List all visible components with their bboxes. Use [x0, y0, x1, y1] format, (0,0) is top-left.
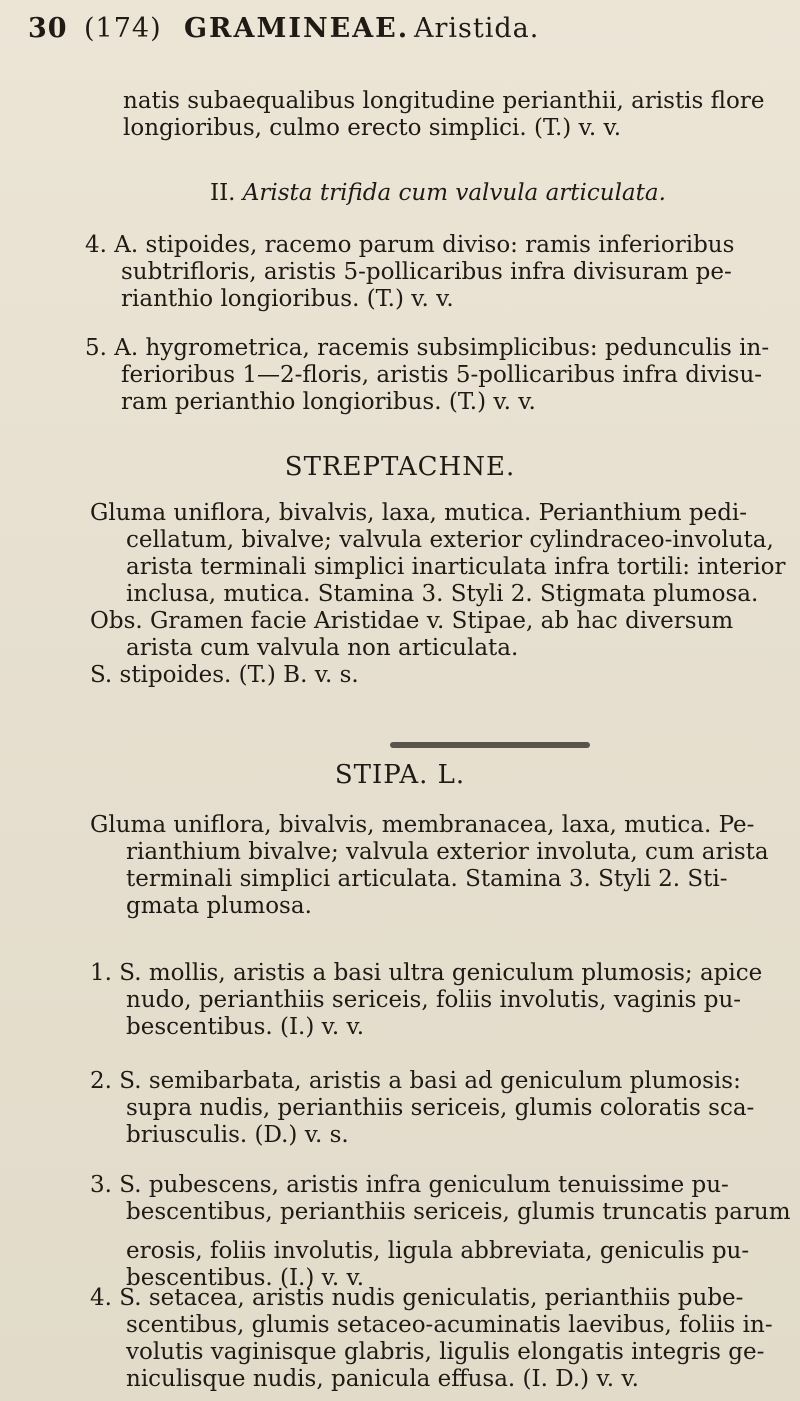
text-line: ferioribus 1—2-floris, aristis 5-pollicaribus infra divisu- — [121, 362, 763, 388]
text-line: 4. A. stipoides, racemo parum diviso: ramis inferioribus — [85, 232, 735, 258]
text-line: S. stipoides. (T.) B. v. s. — [90, 662, 359, 688]
text-line: Gluma uniflora, bivalvis, membranacea, laxa, mutica. Pe- — [90, 812, 755, 838]
page-number: 30 — [28, 12, 68, 44]
text-line: nudo, perianthiis sericeis, foliis involutis, vaginis pu- — [126, 987, 742, 1013]
stipa-species-4 — [90, 1285, 773, 1393]
species-entry-5 — [85, 335, 769, 416]
stipa-species-1 — [90, 960, 762, 1041]
species-entry-4 — [85, 232, 734, 313]
text-line: subtrifloris, aristis 5-pollicaribus infra divisuram pe- — [121, 259, 732, 285]
text-line: rianthio longioribus. (T.) v. v. — [121, 286, 454, 312]
text-line: terminali simplici articulata. Stamina 3. Styli 2. Sti- — [126, 866, 728, 892]
stipa-species-2 — [90, 1068, 754, 1149]
text-line: gmata plumosa. — [126, 893, 312, 919]
text-line: ram perianthio longioribus. (T.) v. v. — [121, 389, 536, 415]
genus-heading-stipa: STIPA. L. — [334, 760, 466, 790]
text-line: supra nudis, perianthiis sericeis, glumis coloratis sca- — [126, 1095, 755, 1121]
text-line: briusculis. (D.) v. s. — [126, 1122, 349, 1148]
text-line: rianthium bivalve; valvula exterior involuta, cum arista — [126, 839, 769, 865]
streptachne-description — [90, 500, 786, 689]
genus-name: Aristida. — [414, 12, 540, 44]
text-line: erosis, foliis involutis, ligula abbreviata, geniculis pu- — [126, 1238, 750, 1264]
text-line: bescentibus, perianthiis sericeis, glumis truncatis parum — [126, 1199, 791, 1225]
text-line: arista cum valvula non articulata. — [126, 635, 519, 661]
text-line: volutis vaginisque glabris, ligulis elongatis integris ge- — [126, 1339, 765, 1365]
ink-stain — [390, 742, 590, 748]
text-line: bescentibus. (I.) v. v. — [126, 1014, 365, 1040]
stipa-species-3-continued — [126, 1238, 749, 1292]
stipa-species-3 — [90, 1172, 791, 1226]
section-numeral: II. — [210, 180, 236, 206]
section-title: Arista trifida cum valvula articulata. — [242, 180, 666, 206]
text-line: 1. S. mollis, aristis a basi ultra geniculum plumosis; apice — [90, 960, 763, 986]
running-header — [28, 8, 768, 48]
text-line: cellatum, bivalve; valvula exterior cylindraceo-involuta, — [126, 527, 774, 553]
text-line: Obs. Gramen facie Aristidae v. Stipae, ab hac diversum — [90, 608, 734, 634]
text-line: Gluma uniflora, bivalvis, laxa, mutica. Perianthium pedi- — [90, 500, 748, 526]
text-line: 3. S. pubescens, aristis infra geniculum tenuissime pu- — [90, 1172, 729, 1198]
intro-paragraph — [123, 88, 764, 142]
genus-heading-streptachne: STREPTACHNE. — [284, 452, 516, 482]
text-line: niculisque nudis, panicula effusa. (I. D.) v. v. — [126, 1366, 639, 1392]
family-name: GRAMINEAE. — [184, 12, 410, 44]
text-line: inclusa, mutica. Stamina 3. Styli 2. Stigmata plumosa. — [126, 581, 759, 607]
text-line: natis subaequalibus longitudine perianthii, aristis flore — [123, 88, 765, 114]
text-line: 2. S. semibarbata, aristis a basi ad geniculum plumosis: — [90, 1068, 741, 1094]
section-heading-ii — [210, 180, 666, 207]
text-line: 5. A. hygrometrica, racemis subsimplicibus: pedunculis in- — [85, 335, 770, 361]
text-line: 4. S. setacea, aristis nudis geniculatis, perianthiis pube- — [90, 1285, 744, 1311]
stipa-description — [90, 812, 769, 920]
text-line: scentibus, glumis setaceo-acuminatis laevibus, foliis in- — [126, 1312, 773, 1338]
text-line: arista terminali simplici inarticulata infra tortili: interior — [126, 554, 786, 580]
text-line: longioribus, culmo erecto simplici. (T.) v. v. — [123, 115, 622, 141]
text-line: bescentibus. (I.) v. v. — [126, 1265, 365, 1291]
item-number: (174) — [84, 12, 162, 44]
